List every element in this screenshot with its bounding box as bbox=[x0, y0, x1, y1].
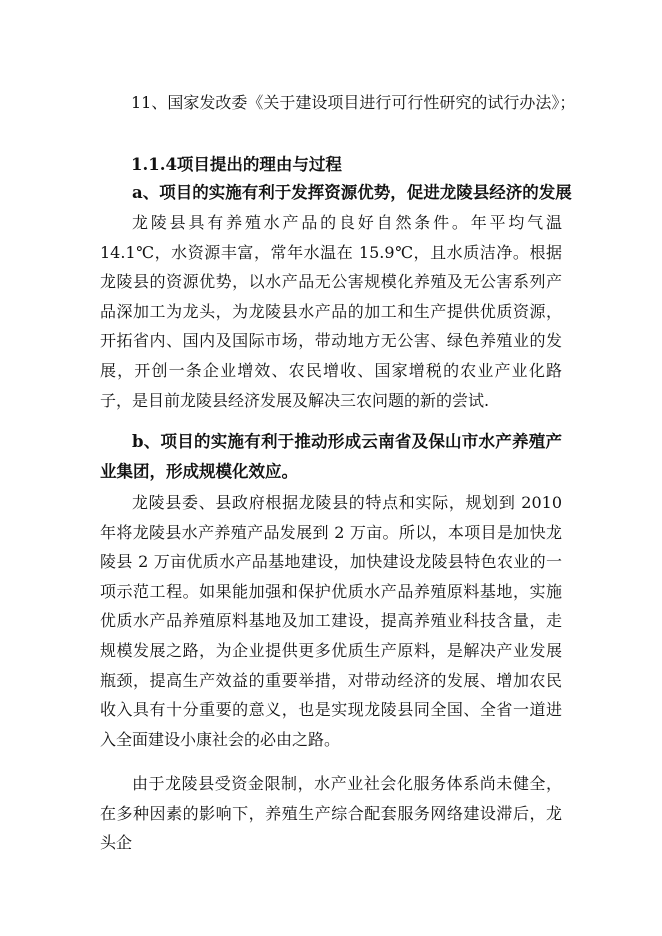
paragraph-c: 由于龙陵县受资金限制，水产业社会化服务体系尚未健全，在多种因素的影响下，养殖生产综合配套服务网络建设滞后，龙头企 bbox=[100, 774, 562, 853]
section-heading: 1.1.4项目提出的理由与过程 bbox=[131, 155, 342, 174]
reference-item: 11、国家发改委《关于建设项目进行可行性研究的试行办法》； bbox=[131, 93, 576, 112]
subheading-b: b、项目的实施有利于推动形成云南省及保山市水产养殖产业集团，形成规模化效应。 bbox=[100, 432, 562, 481]
paragraph-a: 龙陵县具有养殖水产品的良好自然条件。年平均气温 14.1℃，水资源丰富，常年水温在 15.9℃，且水质洁净。根据龙陵县的资源优势，以水产品无公害规模化养殖及无公害系列产品深加工为龙头，为龙陵县水产品的加工和生产提供优质资源，开拓省内、国内及国际市场，带动地方无公害、绿色养殖业的发展，开创一条企业增效、农民增收、国家增税的农业产业化路子，是目前龙陵县经济发展及解决三农问题的新的尝试. bbox=[100, 213, 562, 410]
paragraph-b: 龙陵县委、县政府根据龙陵县的特点和实际，规划到 2010 年将龙陵县水产养殖产品发展到 2 万亩。所以，本项目是加快龙陵县 2 万亩优质水产品基地建设，加快建设龙陵县特色农业的一项示范工程。如果能加强和保护优质水产品养殖原料基地，实施优质水产品养殖原料基地及加工建设，提高养殖业科技含量，走规模发展之路，为企业提供更多优质生产原料，是解决产业发展瓶颈，提高生产效益的重要举措，对带动经济的发展、增加农民收入具有十分重要的意义，也是实现龙陵县同全国、全省一道进入全面建设小康社会的必由之路。 bbox=[100, 493, 562, 749]
subheading-a: a、项目的实施有利于发挥资源优势，促进龙陵县经济的发展 bbox=[132, 183, 572, 202]
